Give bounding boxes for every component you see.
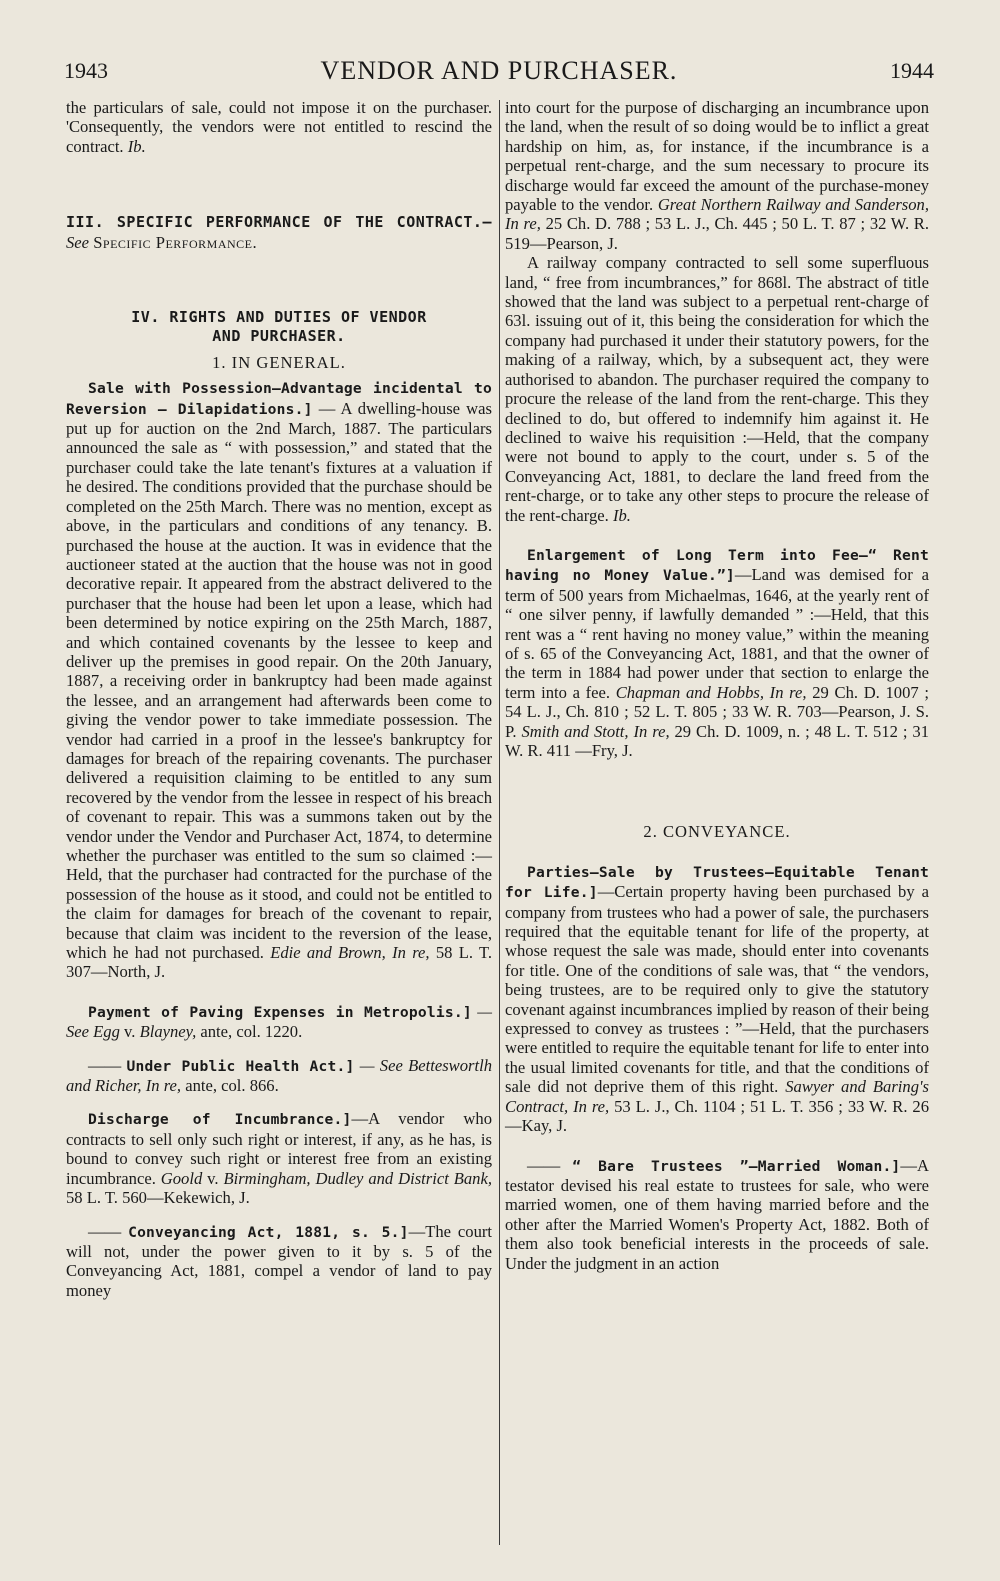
subsection-heading: 2. CONVEYANCE. — [643, 822, 791, 842]
paragraph-heading: Sale with Possession—Advantage incidental to Reversion — Dilapidations.] — [66, 380, 492, 418]
paragraph-text: — A dwelling-house was put up for auction on the 2nd March, 1887. The particulars announced the sale as “ with possession,” and stated that the purchaser could take the late tenant's fixtures at a valuation if he desired. The conditions provided that the purchase should be completed on the 25th March. There was no mention, except as above, in the particulars and conditions of any tenancy. B. purchased the house at the auction. It was in evidence that the auctioneer stated at the auction that the house was not in good decorative repair. It appeared from the abstract delivered to the purchaser that the house had been let upon a lease, which had been determined by notice expiring on the 25th March, 1887, and which contained covenants by the lessee to keep and deliver up the premises in good repair. On the 20th January, 1887, a receiving order in bankruptcy had been made against the lessee, and an arrangement had afterwards been come to giving the vendor power to take immediate possession. The vendor had carried in a proof in the lessee's bankruptcy for damages for breach of the repairing covenants. The purchaser delivered a requisition claiming to be entitled to any sum recovered by the vendor from the lessee in respect of his breach of covenant to repair. This was a summons taken out by the vendor under the Vendor and Purchaser Act, 1874, to determine whether the purchaser was entitled to the sum so claimed :—Held, that the purchaser had contracted for the purchase of the possession of the house as it stood, and could not be entitled to the claim for damages for breach of the covenant to repair, because that claim was incident to the reversion of the lease, which he had not purchased. — [66, 398, 492, 963]
case-citation: Betteswortlh and Richer, In re, — [66, 1055, 492, 1096]
left-column — [66, 98, 492, 1300]
case-citation: Goold — [160, 1168, 203, 1188]
citation-connector: v. — [202, 1168, 224, 1188]
page-header — [64, 54, 934, 94]
case-citation: Edie and Brown, In re, — [270, 943, 430, 963]
cross-reference: Specific Performance. — [93, 232, 258, 252]
citation: Ib. — [612, 505, 631, 525]
paragraph-text: A railway company contracted to sell some superfluous land, “ free from incumbrances,” for 868l. The abstract of title showed that the land was subject to a perpetual rent-charge of 63l. issuing out of it, this being the consideration for which the company had purchased it under their statutory powers, for the making of a railway, which, by a subsequent act, they were authorised to abandon. The purchaser required the company to procure the release of the land from the rent-charge. This they declined to do, but offered to indemnify him against it. He declined to waive his requisition :—Held, that the company were not bound to apply to the court, under s. 5 of the Conveyancing Act, 1881, to declare the land freed from the rent-charge, or to take any other steps to procure the release of the rent-charge. — [505, 253, 929, 525]
paragraph — [66, 1002, 492, 1042]
paragraph-text: —Certain property having been purchased by a company from trustees who had a power of sale, the purchasers required that the equitable tenant for life of the property, at whose request the sale was made, should enter into covenants for title. One of the conditions of sale was, that “ the vendors, being trustees, are to be required only to give the statutory covenant against incumbrances implied by reason of their being expressed to convey as trustees : ”—Held, that the purchasers were entitled to require the equitable tenant for life to enter into the usual limited covenants for title, and that the conditions of sale did not deprive them of this right. — [505, 882, 929, 1097]
paragraph — [505, 98, 929, 253]
case-citation: Birmingham, Dudley and District Bank, — [223, 1168, 492, 1188]
column-divider — [499, 100, 500, 1545]
see-reference: — See — [354, 1055, 403, 1075]
citation-reporter: ante, col. 1220. — [196, 1022, 303, 1042]
paragraph-heading: Under Public Health Act.] — [126, 1057, 355, 1075]
running-title: VENDOR AND PURCHASER. — [320, 56, 678, 85]
paragraph-text: —A vendor who contracts to sell only such right or interest, if any, as he has, is bound to convey such right or interest free from an existing incumbrance. — [66, 1109, 492, 1188]
paragraph-heading: Enlargement of Long Term into Fee—“ Rent having no Money Value.”] — [505, 546, 929, 585]
paragraph — [505, 253, 929, 525]
paragraph — [505, 1156, 929, 1273]
paragraph — [66, 1109, 492, 1207]
case-citation: Sawyer and Baring's Contract, In re, — [505, 1077, 930, 1116]
citation-connector: v. — [119, 1022, 140, 1042]
ditto-dash: —— — [527, 1155, 573, 1175]
section-title: III. SPECIFIC PERFORMANCE OF THE CONTRACT.— — [66, 213, 492, 232]
paragraph-heading: Discharge of Incumbrance.] — [88, 1111, 352, 1129]
see-reference: —See Egg — [66, 1001, 493, 1042]
section-title-line: IV. RIGHTS AND DUTIES OF VENDOR — [131, 308, 427, 327]
paragraph-text: —A testator devised his real estate to trustees for sale, who were married women, one of them having married before and the other after the Married Women's Property Act, 1882. Both of them also took beneficial interests in the proceeds of sale. Under the judgment in an action — [505, 1155, 929, 1273]
page-number-left: 1943 — [64, 58, 108, 83]
section-title-line: AND PURCHASER. — [212, 327, 346, 346]
citation-reporter: 29 Ch. D. 1009, n. ; 48 L. T. 512 ; 31 W. R. 411 —Fry, J. — [505, 721, 929, 760]
paragraph-text: —The court will not, under the power given to it by s. 5 of the Conveyancing Act, 1881, compel a vendor of land to pay money — [66, 1221, 492, 1300]
citation-reporter: 29 Ch. D. 1007 ; 54 L. J., Ch. 810 ; 52 L. T. 805 ; 33 W. R. 703—Pearson, J. S. P. — [505, 682, 929, 741]
paragraph-heading: Payment of Paving Expenses in Metropolis.] — [88, 1003, 472, 1021]
ditto-dash: —— — [88, 1055, 127, 1075]
section-heading-iii — [66, 212, 492, 252]
case-citation: Great Northern Railway and Sanderson, In re, — [505, 195, 929, 234]
paragraph — [66, 1222, 492, 1301]
see-reference: See — [66, 232, 90, 252]
case-citation: Smith and Stott, In re, — [521, 721, 670, 741]
citation-reporter: 53 L. J., Ch. 1104 ; 51 L. T. 356 ; 33 W. R. 26—Kay, J. — [505, 1096, 930, 1136]
right-column — [505, 98, 929, 1273]
citation: Ib. — [127, 136, 146, 156]
citation-reporter: 25 Ch. D. 788 ; 53 L. J., Ch. 445 ; 50 L. T. 87 ; 32 W. R. 519—Pearson, J. — [505, 214, 930, 253]
section-heading-iv — [66, 308, 492, 347]
citation-reporter: 58 L. T. 307—North, J. — [66, 943, 493, 982]
paragraph — [66, 98, 492, 156]
citation-reporter: ante, col. 866. — [181, 1076, 279, 1096]
paragraph — [505, 862, 929, 1136]
paragraph-heading: Parties—Sale by Trustees—Equitable Tenant for Life.] — [505, 863, 929, 902]
paragraph — [505, 545, 929, 760]
paragraph — [66, 1056, 492, 1096]
case-citation: Blayney, — [139, 1022, 197, 1042]
case-citation: Chapman and Hobbs, In re, — [615, 682, 807, 702]
paragraph-text: into court for the purpose of discharging an incumbrance upon the land, when the result of so doing would be to inflict a great hardship on him, as, for instance, if the incumbrance is a perpetual rent-charge, and the sum necessary to procure its discharge would far exceed the amount of the purchase-money payable to the vendor. — [505, 98, 929, 215]
paragraph-heading: Conveyancing Act, 1881, s. 5.] — [128, 1223, 409, 1241]
paragraph — [66, 378, 492, 982]
paragraph-heading: “ Bare Trustees ”—Married Woman.] — [572, 1157, 901, 1175]
paragraph-text: —Land was demised for a term of 500 years from Michaelmas, 1646, at the yearly rent of “ one silver penny, if lawfully demanded ” :—Held, that this rent was a “ rent having no money value,” within the meaning of s. 65 of the Conveyancing Act, 1881, and that the owner of the term in 1884 had power under that section to enlarge the term into a fee. — [505, 565, 929, 702]
subsection-heading: 1. IN GENERAL. — [212, 352, 346, 372]
ditto-dash: —— — [88, 1221, 129, 1241]
page-number-right: 1944 — [890, 58, 934, 83]
paragraph-text: the particulars of sale, could not impose it on the purchaser. 'Consequently, the vendors were not entitled to rescind the contract. — [66, 98, 492, 156]
citation-reporter: 58 L. T. 560—Kekewich, J. — [66, 1188, 250, 1208]
